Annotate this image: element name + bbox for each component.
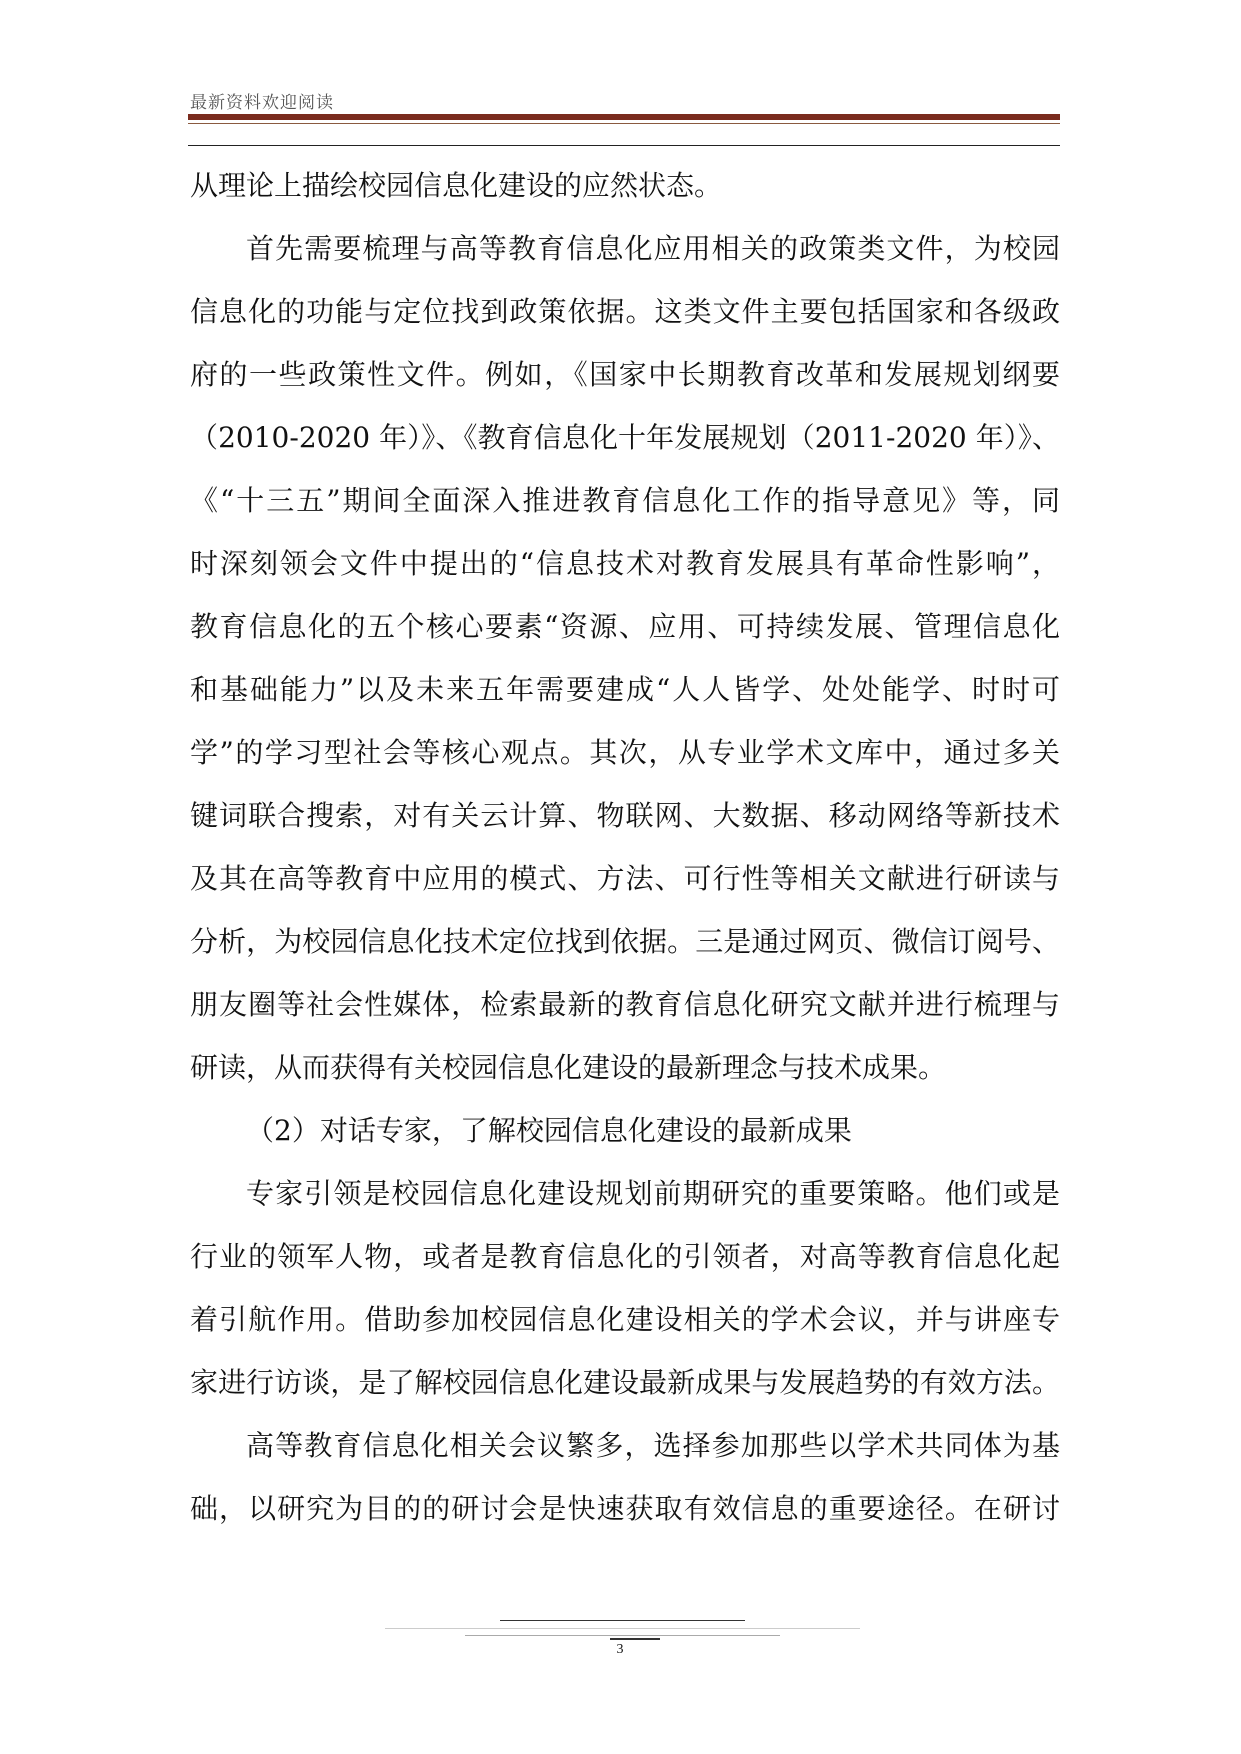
text-line: 信息化的功能与定位找到政策依据。这类文件主要包括国家和各级政 — [190, 295, 1060, 328]
text-line: 府的一些政策性文件。例如，《国家中长期教育改革和发展规划纲要 — [190, 358, 1060, 391]
text-line: 键词联合搜索，对有关云计算、物联网、大数据、移动网络等新技术 — [190, 799, 1060, 832]
text-line: 专家引领是校园信息化建设规划前期研究的重要策略。他们或是 — [246, 1177, 1060, 1210]
section-heading: （2）对话专家，了解校园信息化建设的最新成果 — [246, 1114, 852, 1147]
header-rule-bottom — [188, 145, 1060, 146]
header-rule-thick — [188, 114, 1060, 120]
footer-rule — [385, 1628, 860, 1629]
text-line: 础，以研究为目的的研讨会是快速获取有效信息的重要途径。在研讨 — [190, 1492, 1060, 1525]
text-line: 从理论上描绘校园信息化建设的应然状态。 — [190, 169, 723, 202]
footer-rule — [610, 1638, 660, 1640]
footer-rule — [465, 1635, 780, 1636]
page-header-title: 最新资料欢迎阅读 — [190, 93, 334, 113]
text-line: 及其在高等教育中应用的模式、方法、可行性等相关文献进行研读与 — [190, 862, 1060, 895]
text-line: 着引航作用。借助参加校园信息化建设相关的学术会议，并与讲座专 — [190, 1303, 1060, 1336]
footer-rule — [500, 1620, 745, 1621]
text-line: （2010-2020 年）》、《教育信息化十年发展规划（2011-2020 年）》、 — [190, 421, 1060, 454]
text-line: 分析，为校园信息化技术定位找到依据。三是通过网页、微信订阅号、 — [190, 925, 1060, 958]
body-text — [190, 154, 1060, 1540]
text-line: 家进行访谈，是了解校园信息化建设最新成果与发展趋势的有效方法。 — [190, 1366, 1060, 1399]
text-line: 行业的领军人物，或者是教育信息化的引领者，对高等教育信息化起 — [190, 1240, 1060, 1273]
text-line: 和基础能力”以及未来五年需要建成“人人皆学、处处能学、时时可 — [190, 673, 1060, 706]
text-line: 《“十三五”期间全面深入推进教育信息化工作的指导意见》等，同 — [190, 484, 1060, 517]
text-line: 学”的学习型社会等核心观点。其次，从专业学术文库中，通过多关 — [190, 736, 1060, 769]
page-number: 3 — [616, 1642, 624, 1657]
header-rule-thin — [188, 123, 1060, 124]
text-line: 教育信息化的五个核心要素“资源、应用、可持续发展、管理信息化 — [190, 610, 1060, 643]
text-line: 时深刻领会文件中提出的“信息技术对教育发展具有革命性影响”， — [190, 547, 1060, 580]
text-line: 研读，从而获得有关校园信息化建设的最新理念与技术成果。 — [190, 1051, 947, 1084]
text-line: 朋友圈等社会性媒体，检索最新的教育信息化研究文献并进行梳理与 — [190, 988, 1060, 1021]
text-line: 首先需要梳理与高等教育信息化应用相关的政策类文件，为校园 — [246, 232, 1060, 265]
text-line: 高等教育信息化相关会议繁多，选择参加那些以学术共同体为基 — [246, 1429, 1060, 1462]
